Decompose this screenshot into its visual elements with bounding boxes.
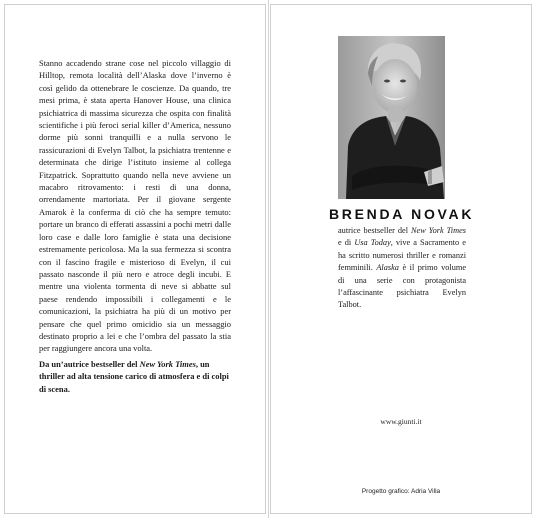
bio-part-1: autrice bestseller del: [338, 226, 411, 235]
design-credit: Progetto grafico: Adria Villa: [361, 488, 441, 495]
bio-paragraph: [338, 225, 466, 312]
bio-alaska-title: Alaska: [376, 263, 399, 273]
bio-part-2: e di: [338, 238, 355, 248]
cover-fold-line: [268, 0, 269, 518]
tagline: [39, 358, 231, 395]
tagline-post: , un thriller ad alta tensione carico di atmosfera e di colpi di scena.: [39, 358, 229, 394]
author-name: BRENDA NOVAK: [329, 206, 475, 222]
bio-part-3: , vive a Sacramento e ha scritto numerosi thriller e romanzi femminili.: [338, 238, 466, 273]
bio-part-4: è il primo volume di una serie con protagonista l’affascinante psichiatra Evelyn Talbot.: [338, 263, 467, 310]
tagline-title: New York Times: [139, 358, 196, 369]
synopsis-text: Stanno accadendo strane cose nel piccolo villaggio di Hilltop, remota località dell’Alaska dove l’inverno è così gelido da ottenebrare le coscienze. Da quando, tre mesi prima, è stata aperta Hanover House, una clinica psichiatrica di massima sicurezza che ospita con finalità scientifiche i più feroci serial killer d’America, nessuno dorme più sonni tranquilli e a nulla servono le rassicurazioni di Evelyn Talbot, la psichiatra trentenne e determinata che dirige l’istituto insieme al collega Fitzpatrick. Soprattutto quando nella neve avviene un macabro ritrovamento: i resti di una donna, orrendamente martoriata. Per il giovane sergente Amarok è la conferma di ciò che ha sempre temuto: portare un branco di efferati assassini a pochi metri dalle loro case e dalle loro famiglie è stata una decisione estremamente pericolosa. Ma la sua fermezza si scontra con il fascino fragile e misterioso di Evelyn, il cui passato nasconde il più nero e atroce degli incubi. E mentre una violenta tormenta di neve si abbatte sul paese rendendo impossibili i collegamenti e le comunicazioni, la psichiatra ha più di un motivo per pensare che quel primo omicidio sia un messaggio destinato proprio a lei e che l’ombra del passato la stia per raggiungere ancora una volta.: [39, 58, 231, 354]
left-flap-text: [39, 57, 231, 395]
publisher-website: www.giunti.it: [380, 417, 422, 426]
bio-usa-title: Usa Today: [354, 238, 391, 248]
author-bio: [338, 225, 466, 312]
bio-nyt-title: New York Times: [411, 226, 466, 235]
tagline-pre: Da un’autrice bestseller del: [39, 358, 140, 369]
author-photo: [338, 36, 445, 199]
